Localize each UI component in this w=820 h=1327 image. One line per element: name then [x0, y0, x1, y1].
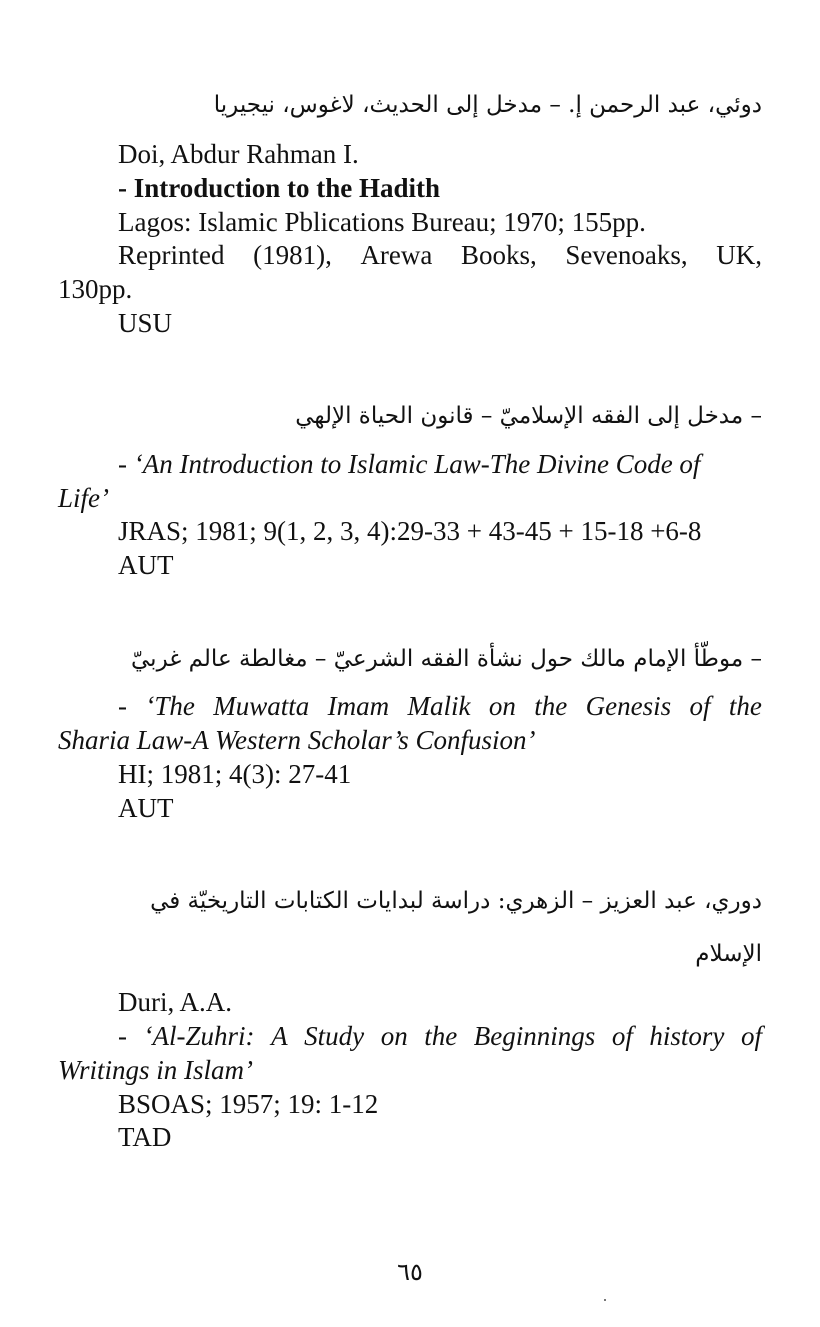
word: Arewa: [360, 240, 433, 270]
entry-1-title: - Introduction to the Hadith: [118, 173, 441, 203]
entry-1-reprint: [118, 238, 762, 272]
entry-4-citation: BSOAS; 1957; 19: 1-12: [118, 1089, 379, 1119]
word: the: [534, 691, 568, 721]
entry-2-title-line1: - ‘An Introduction to Islamic Law-The Divine Code of: [118, 449, 701, 479]
entry-3-title-line2: Sharia Law-A Western Scholar’s Confusion’: [58, 725, 536, 755]
entry-2-title-line2: Life’: [58, 483, 109, 513]
word: on: [488, 691, 516, 721]
word: (1981),: [253, 240, 332, 270]
word: of: [740, 1021, 762, 1051]
word: of: [689, 691, 711, 721]
word: ‘The: [145, 691, 195, 721]
entry-1-arabic-title: دوئي، عبد الرحمن إ. – مدخل إلى الحديث، لاغوس، نيجيريا: [213, 92, 762, 118]
entry-4-author: Duri, A.A.: [118, 987, 232, 1017]
entry-3-arabic-title: – موطّأ الإمام مالك حول نشأة الفقه الشرعيّ – مغالطة عالم غربيّ: [131, 646, 762, 672]
entry-4-title-line2: Writings in Islam’: [58, 1055, 254, 1085]
word: history: [649, 1021, 725, 1051]
word: Reprinted: [118, 240, 225, 270]
entry-2-citation: JRAS; 1981; 9(1, 2, 3, 4):29-33 + 43-45 + 15-18 +6-8: [118, 516, 702, 546]
entry-1-reprint-pages: 130pp.: [58, 274, 133, 304]
entry-1-author: Doi, Abdur Rahman I.: [118, 139, 359, 169]
entry-1-code: USU: [118, 308, 173, 338]
word: on: [380, 1021, 408, 1051]
word: A: [271, 1021, 288, 1051]
entry-3-title-line1: [118, 689, 762, 723]
entry-3-citation: HI; 1981; 4(3): 27-41: [118, 759, 352, 789]
word: UK,: [716, 240, 762, 270]
word: Study: [304, 1021, 365, 1051]
scan-speck: [604, 1299, 606, 1301]
entry-3-code: AUT: [118, 793, 174, 823]
entry-2-arabic-title: – مدخل إلى الفقه الإسلاميّ – قانون الحياة الإلهي: [295, 403, 762, 429]
entry-1-publisher: Lagos: Islamic Pblications Bureau; 1970; 155pp.: [118, 207, 646, 237]
word: -: [118, 691, 127, 721]
word: Beginnings: [473, 1021, 596, 1051]
word: -: [118, 1021, 127, 1051]
word: Sevenoaks,: [565, 240, 688, 270]
word: Imam: [327, 691, 390, 721]
word: Malik: [407, 691, 471, 721]
word: the: [728, 691, 762, 721]
word: ‘Al-Zuhri:: [143, 1021, 255, 1051]
entry-4-arabic-title-line2: الإسلام: [695, 941, 762, 967]
word: the: [424, 1021, 458, 1051]
page-number: ٦٥: [397, 1258, 423, 1286]
word: of: [611, 1021, 633, 1051]
entry-4-title-line1: [118, 1019, 762, 1053]
word: Muwatta: [213, 691, 310, 721]
word: Books,: [461, 240, 537, 270]
entry-4-code: TAD: [118, 1122, 172, 1152]
entry-4-arabic-title-line1: دوري، عبد العزيز – الزهري: دراسة لبدايات الكتابات التاريخيّة في: [150, 888, 762, 914]
word: Genesis: [585, 691, 672, 721]
entry-2-code: AUT: [118, 550, 174, 580]
